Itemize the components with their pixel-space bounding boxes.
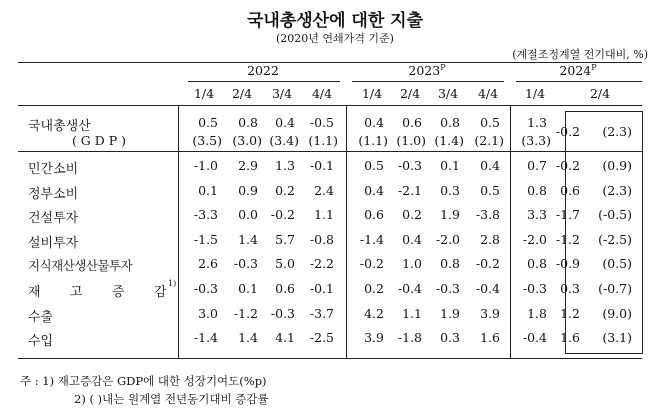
year-header: [538, 63, 618, 78]
row-value: 3.3: [527, 207, 547, 222]
gdp-value: -0.5: [309, 115, 334, 130]
row-label-gdp: 국내총생산: [28, 119, 91, 134]
row-value: 0.1: [198, 183, 218, 198]
row-value: -0.3: [522, 281, 547, 296]
page-title: 국내총생산에 대한 지출: [246, 11, 424, 31]
row-value: 0.6: [364, 207, 384, 222]
row-label: 정부소비: [28, 187, 79, 202]
row-value: -0.8: [309, 232, 334, 247]
row-value: 2.4: [314, 183, 334, 198]
gdp-yoy: (1.0): [396, 133, 426, 148]
gdp-yoy: (2.1): [474, 133, 504, 148]
gdp-value: 0.4: [275, 115, 295, 130]
row-value: 0.0: [238, 207, 258, 222]
gdp-yoy: (1.1): [308, 133, 338, 148]
row-label: 지식재산생산물투자: [28, 258, 133, 273]
row-label: 건설투자: [28, 211, 79, 226]
row-value: 0.1: [440, 158, 460, 173]
header-rule: [18, 105, 642, 106]
row-yoy: (-0.7): [598, 281, 632, 296]
row-value: 0.6: [275, 281, 295, 296]
row-value: 0.2: [402, 207, 422, 222]
row-value: -2.0: [522, 232, 547, 247]
row-value: 0.5: [480, 183, 500, 198]
row-value: 0.3: [560, 281, 580, 296]
row-value: -0.3: [435, 281, 460, 296]
row-value: 0.3: [440, 183, 460, 198]
gdp-value: 0.5: [480, 115, 500, 130]
year-label: 2023: [408, 63, 441, 79]
quarter-header: 2/4: [589, 86, 611, 101]
row-value: 1.2: [560, 306, 580, 321]
row-value: -2.0: [435, 232, 460, 247]
row-value: 1.1: [314, 207, 334, 222]
unit-note: (계절조정계열 전기대비, %): [512, 48, 648, 61]
row-value: 1.6: [480, 330, 500, 345]
row-value: -1.0: [193, 158, 218, 173]
gdp-yoy: (1.1): [358, 133, 388, 148]
row-value: -2.1: [397, 183, 422, 198]
row-value: -0.3: [233, 256, 258, 271]
gdp-value: -0.2: [555, 124, 580, 139]
year-underline-2024: [516, 81, 642, 82]
row-value: 1.9: [440, 207, 460, 222]
row-value: 5.7: [275, 232, 295, 247]
row-value: 1.3: [275, 158, 295, 173]
quarter-header: 3/4: [271, 86, 293, 101]
year-label: 2022: [247, 63, 279, 78]
row-value: 1.4: [238, 330, 258, 345]
row-value: 4.2: [364, 306, 384, 321]
gdp-yoy: (3.5): [192, 133, 222, 148]
quarter-header: 2/4: [231, 86, 253, 101]
gdp-value: 1.3: [527, 115, 547, 130]
row-value: 0.3: [440, 330, 460, 345]
gdp-rule: [18, 151, 642, 152]
row-value: 1.6: [560, 330, 580, 345]
row-value: 0.4: [402, 232, 422, 247]
row-value: 0.8: [527, 183, 547, 198]
quarter-header: 1/4: [361, 86, 383, 101]
footnote-1: 주 : 1) 재고증감은 GDP에 대한 성장기여도(%p): [20, 374, 267, 388]
row-value: 4.1: [275, 330, 295, 345]
row-label: 설비투자: [28, 236, 79, 251]
row-label: 민간소비: [28, 162, 79, 177]
gdp-value: 0.8: [238, 115, 258, 130]
row-value: 2.8: [480, 232, 500, 247]
row-value: 0.7: [527, 158, 547, 173]
row-value: 2.9: [238, 158, 258, 173]
preliminary-mark: P: [591, 63, 597, 72]
row-value: 0.2: [275, 183, 295, 198]
footnote-2: 2) ( )내는 원계열 전년동기대비 증감률: [74, 392, 269, 406]
row-value: 0.6: [560, 183, 580, 198]
footnote-marker: 1): [168, 279, 177, 288]
row-value: 0.5: [364, 158, 384, 173]
row-value: -1.5: [193, 232, 218, 247]
row-yoy: (-2.5): [598, 232, 632, 247]
row-yoy: (0.5): [602, 256, 632, 271]
row-value: -0.2: [475, 256, 500, 271]
row-value: 3.0: [198, 306, 218, 321]
row-value: -0.2: [359, 256, 384, 271]
row-yoy: (0.9): [602, 158, 632, 173]
quarter-header: 1/4: [193, 86, 215, 101]
row-value: 0.4: [480, 158, 500, 173]
row-value: 0.9: [238, 183, 258, 198]
row-value: -3.7: [309, 306, 334, 321]
quarter-header: 2/4: [399, 86, 421, 101]
row-value: 2.6: [198, 256, 218, 271]
gdp-yoy: (3.0): [232, 133, 262, 148]
year-underline-2023: [352, 81, 504, 82]
quarter-header: 4/4: [311, 86, 333, 101]
row-value: -0.9: [555, 256, 580, 271]
row-value: 0.4: [364, 183, 384, 198]
row-value: 1.4: [238, 232, 258, 247]
row-value: -0.1: [309, 158, 334, 173]
row-value: -0.3: [270, 306, 295, 321]
row-value: -0.1: [309, 281, 334, 296]
gdp-value: 0.4: [364, 115, 384, 130]
row-value: -0.2: [555, 158, 580, 173]
row-value: -1.2: [555, 232, 580, 247]
quarter-header: 1/4: [524, 86, 546, 101]
row-value: -1.4: [193, 330, 218, 345]
gdp-yoy: (3.3): [521, 133, 551, 148]
row-value: 1.8: [527, 306, 547, 321]
row-value: -0.4: [522, 330, 547, 345]
row-value: -0.4: [475, 281, 500, 296]
row-value: -3.3: [193, 207, 218, 222]
row-yoy: (2.3): [602, 183, 632, 198]
row-value: -0.2: [270, 207, 295, 222]
row-value: -1.4: [359, 232, 384, 247]
row-value: -2.5: [309, 330, 334, 345]
gdp-value: 0.6: [402, 115, 422, 130]
gdp-yoy: (1.4): [434, 133, 464, 148]
row-value: -0.4: [397, 281, 422, 296]
year-underline-2022: [188, 81, 340, 82]
row-value: -0.3: [193, 281, 218, 296]
row-value: 0.1: [238, 281, 258, 296]
row-yoy: (9.0): [602, 306, 632, 321]
row-value: 5.0: [275, 256, 295, 271]
year-header: [223, 63, 303, 78]
row-value: -2.2: [309, 256, 334, 271]
gdp-yoy: (2.3): [602, 124, 632, 139]
row-value: 3.9: [364, 330, 384, 345]
preliminary-mark: P: [440, 63, 446, 72]
bottom-rule: [18, 358, 642, 359]
row-value: -3.8: [475, 207, 500, 222]
row-value: -1.2: [233, 306, 258, 321]
row-label: 수출: [28, 310, 54, 325]
row-value: 1.9: [440, 306, 460, 321]
quarter-header: 3/4: [437, 86, 459, 101]
gdp-value: 0.5: [198, 115, 218, 130]
row-value: -0.3: [397, 158, 422, 173]
row-yoy: (3.1): [602, 330, 632, 345]
quarter-header: 4/4: [477, 86, 499, 101]
gdp-value: 0.8: [440, 115, 460, 130]
row-value: 0.8: [527, 256, 547, 271]
row-value: -1.7: [555, 207, 580, 222]
row-value: 0.8: [440, 256, 460, 271]
year-label: 2024: [559, 63, 592, 79]
page-subtitle: (2020년 연쇄가격 기준): [276, 32, 394, 45]
gdp-yoy: (3.4): [269, 133, 299, 148]
row-value: -1.8: [397, 330, 422, 345]
row-label: 수입: [28, 334, 54, 349]
row-sublabel-gdp: ( G D P ): [71, 133, 127, 148]
row-value: 1.0: [402, 256, 422, 271]
row-value: 0.2: [364, 281, 384, 296]
row-yoy: (-0.5): [598, 207, 632, 222]
row-value: 3.9: [480, 306, 500, 321]
year-header: [387, 63, 467, 78]
row-value: 1.1: [402, 306, 422, 321]
